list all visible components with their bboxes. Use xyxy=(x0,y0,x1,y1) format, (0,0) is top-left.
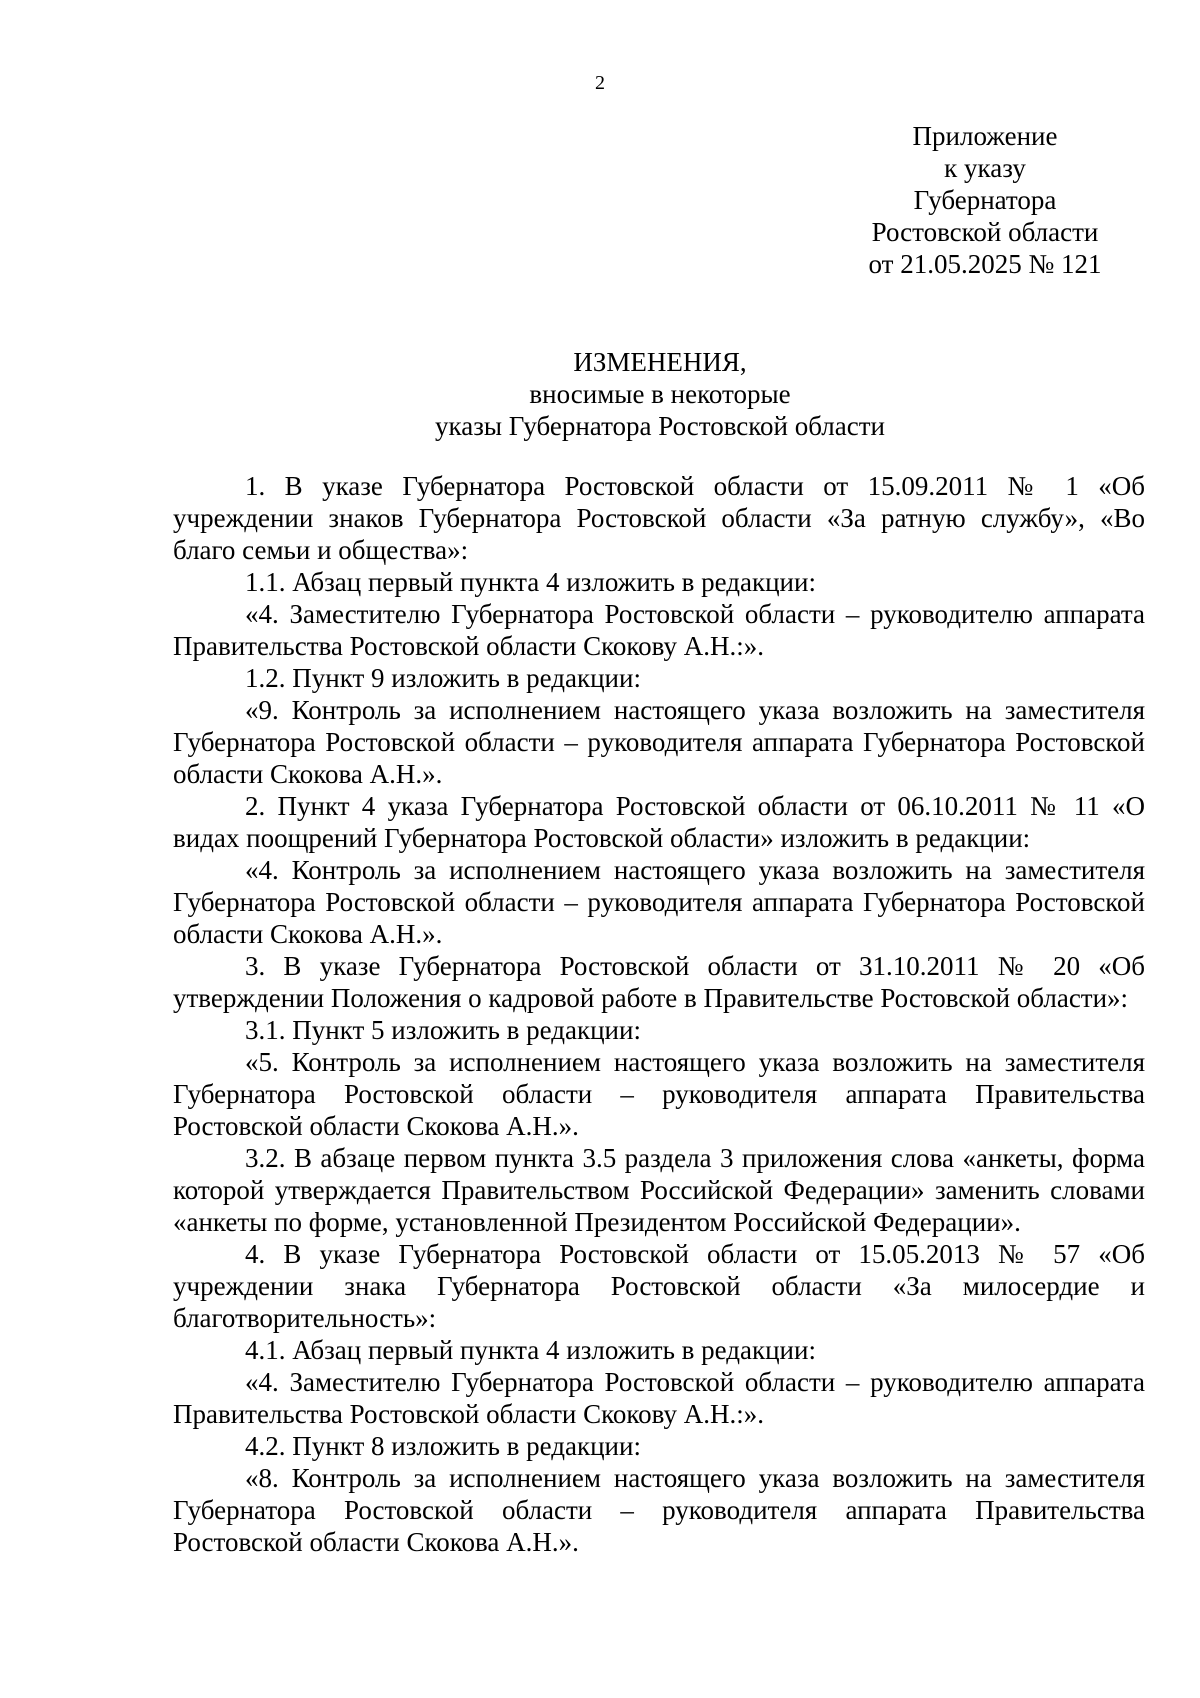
body-paragraph: «5. Контроль за исполнением настоящего указа возложить на заместителя Губернатора Ростовской области – руководителя аппарата Правительства Ростовской области Скокова А.Н.». xyxy=(173,1047,1145,1141)
body-paragraph: 1.1. Абзац первый пункта 4 изложить в редакции: xyxy=(245,567,816,597)
title-line: вносимые в некоторые xyxy=(529,379,791,409)
body-paragraph: 2. Пункт 4 указа Губернатора Ростовской области от 06.10.2011 № 11 «О видах поощрений Губернатора Ростовской области» изложить в редакции: xyxy=(173,791,1145,853)
body-paragraph: «4. Заместителю Губернатора Ростовской области – руководителю аппарата Правительства Ростовской области Скокову А.Н.:». xyxy=(173,599,1145,661)
body-paragraph: 4.2. Пункт 8 изложить в редакции: xyxy=(245,1431,641,1461)
document-body xyxy=(173,470,1145,1558)
body-paragraph: 1. В указе Губернатора Ростовской области от 15.09.2011 № 1 «Об учреждении знаков Губернатора Ростовской области «За ратную службу», «Во благо семьи и общества»: xyxy=(173,471,1145,565)
appendix-heading xyxy=(820,120,1150,280)
page-number: 2 xyxy=(595,72,605,94)
body-paragraph: «8. Контроль за исполнением настоящего указа возложить на заместителя Губернатора Ростовской области – руководителя аппарата Правительства Ростовской области Скокова А.Н.». xyxy=(173,1463,1145,1557)
body-paragraph: «4. Заместителю Губернатора Ростовской области – руководителю аппарата Правительства Ростовской области Скокову А.Н.:». xyxy=(173,1367,1145,1429)
body-paragraph: 1.2. Пункт 9 изложить в редакции: xyxy=(245,663,641,693)
body-paragraph: 3.2. В абзаце первом пункта 3.5 раздела 3 приложения слова «анкеты, форма которой утверждается Правительством Российской Федерации» заменить словами «анкеты по форме, установленной Президентом Российской Федерации». xyxy=(173,1143,1145,1237)
title-line: ИЗМЕНЕНИЯ, xyxy=(573,347,747,377)
appendix-line: от 21.05.2025 № 121 xyxy=(868,249,1102,279)
body-paragraph: «4. Контроль за исполнением настоящего указа возложить на заместителя Губернатора Ростовской области – руководителя аппарата Губернатора Ростовской области Скокова А.Н.». xyxy=(173,855,1145,949)
appendix-line: Ростовской области xyxy=(871,217,1099,247)
appendix-line: Приложение xyxy=(912,121,1058,151)
appendix-line: Губернатора xyxy=(913,185,1057,215)
body-paragraph: 3.1. Пункт 5 изложить в редакции: xyxy=(245,1015,641,1045)
body-paragraph: 3. В указе Губернатора Ростовской области от 31.10.2011 № 20 «Об утверждении Положения о кадровой работе в Правительстве Ростовской области»: xyxy=(173,951,1145,1013)
body-paragraph: 4.1. Абзац первый пункта 4 изложить в редакции: xyxy=(245,1335,816,1365)
title-line: указы Губернатора Ростовской области xyxy=(435,411,885,441)
body-paragraph: «9. Контроль за исполнением настоящего указа возложить на заместителя Губернатора Ростовской области – руководителя аппарата Губернатора Ростовской области Скокова А.Н.». xyxy=(173,695,1145,789)
appendix-line: к указу xyxy=(944,153,1026,183)
body-paragraph: 4. В указе Губернатора Ростовской области от 15.05.2013 № 57 «Об учреждении знака Губернатора Ростовской области «За милосердие и благотворительность»: xyxy=(173,1239,1145,1333)
document-title xyxy=(0,346,1200,442)
